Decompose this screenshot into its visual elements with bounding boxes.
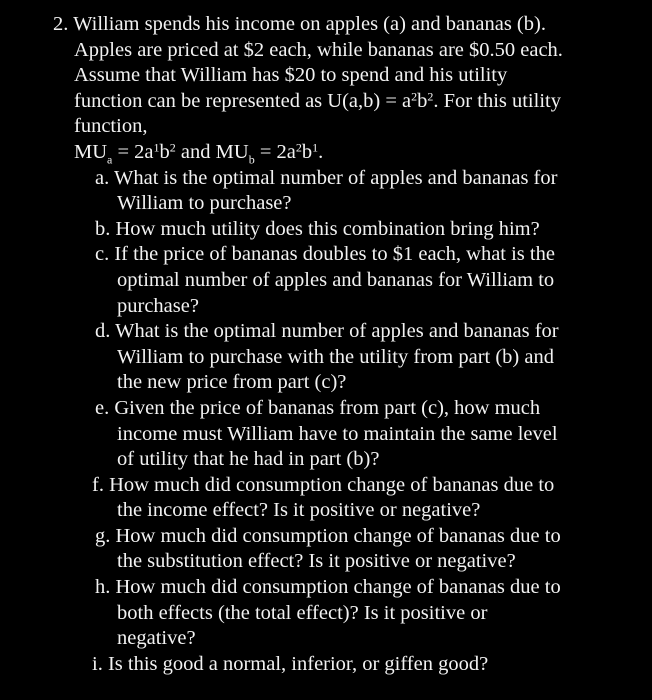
subquestion-label: a. <box>95 166 110 189</box>
mu-end: . <box>318 140 324 163</box>
subquestion-label: h. <box>95 576 111 599</box>
marginal-utility-line <box>0 140 652 166</box>
subquestion-label: f. <box>92 473 104 496</box>
subquestion-h-line-3 <box>0 626 652 652</box>
question-number: 2. <box>53 13 69 35</box>
subquestion-c-line-2 <box>0 268 652 294</box>
subquestion-text: the substitution effect? Is it positive or negative? <box>117 550 516 573</box>
subquestion-text: How much did consumption change of bananas due to <box>115 524 561 547</box>
subquestion-c-line-1 <box>0 242 652 268</box>
mu-b-b: b <box>301 140 313 163</box>
subquestion-text: William to purchase with the utility from part (b) and <box>117 345 554 368</box>
subquestion-text: the income effect? Is it positive or negative? <box>117 499 481 522</box>
mu-a-exp-1: 1 <box>153 140 160 155</box>
subquestion-f-line-2 <box>0 498 652 524</box>
mu-b-exp-2: 1 <box>312 140 319 155</box>
subquestion-d-line-3 <box>0 370 652 396</box>
subquestion-e-line-1 <box>0 396 652 422</box>
mu-b-exp-1: 2 <box>295 140 302 155</box>
subquestion-g-line-2 <box>0 549 652 575</box>
subquestion-c-line-3 <box>0 294 652 320</box>
subquestion-label: i. <box>92 652 103 675</box>
subquestion-text: optimal number of apples and bananas for William to <box>117 268 555 291</box>
subquestion-h-line-1 <box>0 575 652 601</box>
utility-prefix: function can be represented as U(a,b) = a <box>74 89 412 112</box>
subquestion-text: Is this good a normal, inferior, or giffen good? <box>107 652 489 675</box>
mu-a-equals: = 2a <box>112 140 154 163</box>
utility-mid: b <box>417 89 428 112</box>
subquestion-text: of utility that he had in part (b)? <box>117 448 380 471</box>
subquestion-b-line-1 <box>0 217 652 243</box>
mu-b-subscript: b <box>248 152 255 167</box>
subquestion-text: If the price of bananas doubles to $1 each, what is the <box>114 243 555 266</box>
subquestion-text: the new price from part (c)? <box>117 371 347 394</box>
subquestion-h-line-2 <box>0 601 652 627</box>
utility-exponent-b: 2 <box>427 89 434 104</box>
mu-a-subscript: a <box>107 152 113 167</box>
subquestion-i-line-1 <box>0 652 652 678</box>
question-line-3 <box>0 63 652 89</box>
mu-a-b: b <box>159 140 170 163</box>
subquestion-text: William to purchase? <box>117 192 292 215</box>
subquestion-text: income must William have to maintain the same level <box>117 422 558 445</box>
intro-text-2: Apples are priced at $2 each, while bananas are $0.50 each. <box>74 38 563 61</box>
subquestion-label: b. <box>95 217 111 240</box>
subquestion-d-line-1 <box>0 319 652 345</box>
utility-exponent-a: 2 <box>411 89 418 104</box>
utility-function-line <box>0 89 652 115</box>
intro-text-1: William spends his income on apples (a) and bananas (b). <box>73 13 546 35</box>
subquestion-a-line-1 <box>0 166 652 192</box>
subquestion-text: How much did consumption change of bananas due to <box>109 473 555 496</box>
subquestion-text: purchase? <box>117 294 199 317</box>
mu-b-equals: = 2a <box>254 140 296 163</box>
question-line-5 <box>0 114 652 140</box>
question-document <box>0 12 652 677</box>
question-line-1 <box>0 12 652 38</box>
subquestion-label: e. <box>95 396 110 419</box>
subquestion-text: Given the price of bananas from part (c), how much <box>114 396 541 419</box>
mu-a-label: MU <box>74 140 108 163</box>
subquestion-g-line-1 <box>0 524 652 550</box>
subquestion-text: How much did consumption change of bananas due to <box>115 576 561 599</box>
subquestion-a-line-2 <box>0 191 652 217</box>
utility-suffix: . For this utility <box>433 89 561 112</box>
mu-and: and MU <box>175 140 249 163</box>
function-text: function, <box>74 115 148 138</box>
subquestion-text: What is the optimal number of apples and bananas for <box>114 166 558 189</box>
mu-a-exp-2: 2 <box>169 140 176 155</box>
subquestion-e-line-2 <box>0 422 652 448</box>
question-line-2 <box>0 38 652 64</box>
subquestion-text: How much utility does this combination bring him? <box>115 217 540 240</box>
subquestion-e-line-3 <box>0 447 652 473</box>
subquestion-text: both effects (the total effect)? Is it positive or <box>117 601 488 624</box>
subquestion-label: d. <box>95 320 111 343</box>
subquestion-text: negative? <box>117 627 196 650</box>
subquestion-label: c. <box>95 243 110 266</box>
intro-text-3: Assume that William has $20 to spend and his utility <box>74 64 508 87</box>
subquestion-d-line-2 <box>0 345 652 371</box>
subquestion-label: g. <box>95 524 111 547</box>
subquestion-text: What is the optimal number of apples and bananas for <box>115 320 559 343</box>
subquestion-f-line-1 <box>0 473 652 499</box>
